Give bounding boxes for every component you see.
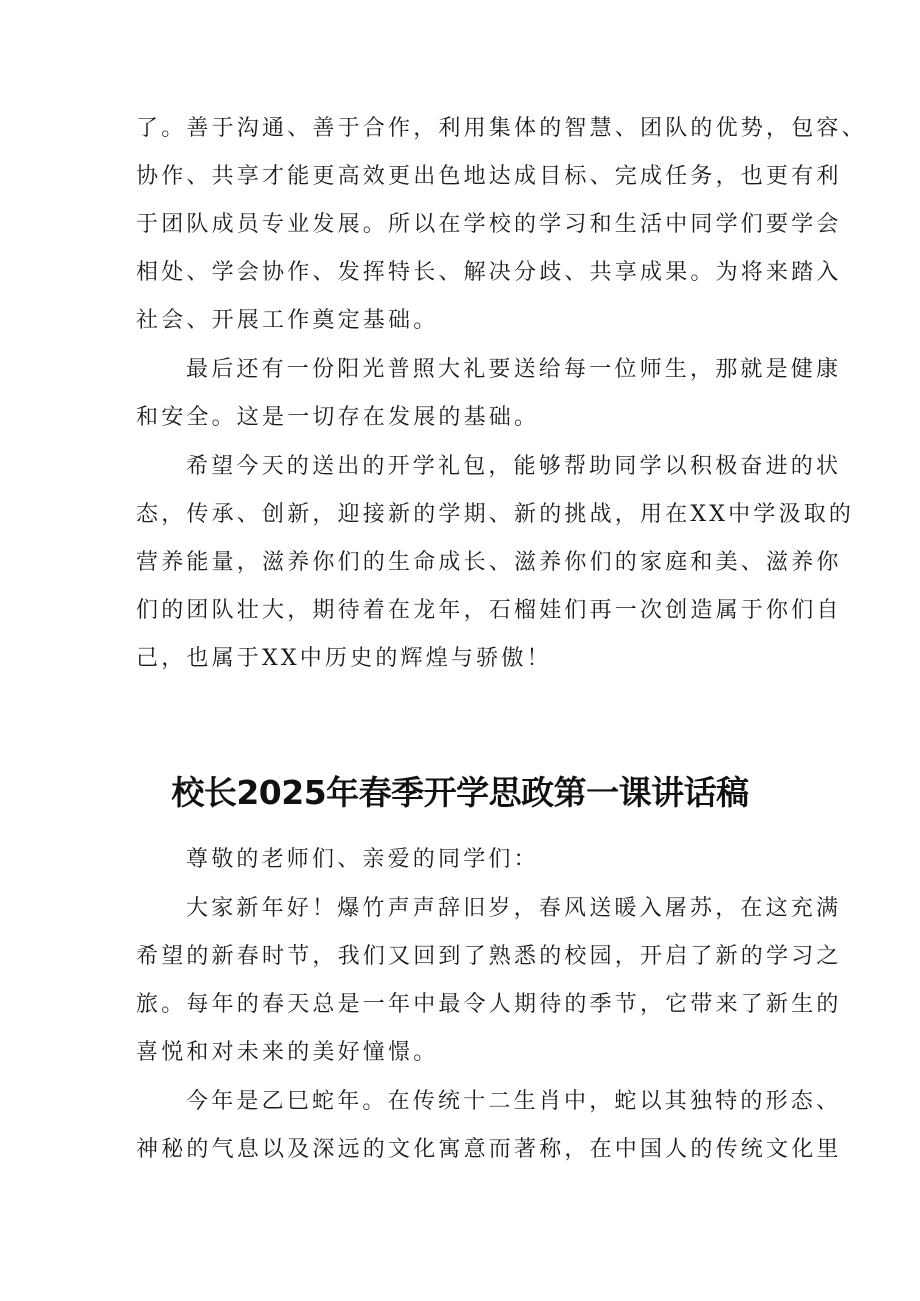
text-line: 今年是乙巳蛇年。在传统十二生肖中，蛇以其独特的形态、 [186, 1089, 842, 1114]
document-title: 校长2025年春季开学思政第一课讲话稿 [171, 773, 749, 813]
paragraph-teamwork [136, 105, 867, 345]
text-line: 希望今天的送出的开学礼包，能够帮助同学以积极奋进的状 [186, 454, 842, 479]
text-line: 大家新年好！爆竹声声辞旧岁，春风送暖入屠苏，在这充满 [186, 896, 842, 921]
text-line: 了。善于沟通、善于合作，利用集体的智慧、团队的优势，包容、 [136, 116, 867, 141]
paragraph-hope [136, 443, 855, 683]
text-line: 态，传承、创新，迎接新的学期、新的挑战，用在XX中学汲取的 [136, 502, 855, 527]
text-line: 于团队成员专业发展。所以在学校的学习和生活中同学们要学会 [136, 212, 842, 237]
paragraph-health-safety [136, 346, 842, 442]
text-line: 喜悦和对未来的美好憧憬。 [136, 1040, 439, 1065]
paragraph-greeting [136, 885, 842, 1077]
text-line: 营养能量，滋养你们的生命成长、滋养你们的家庭和美、滋养你 [136, 550, 842, 575]
text-line: 协作、共享才能更高效更出色地达成目标、完成任务，也更有利 [136, 164, 842, 189]
text-line: 最后还有一份阳光普照大礼要送给每一位师生，那就是健康 [186, 357, 842, 382]
paragraph-salutation [136, 836, 786, 884]
text-line: 己，也属于XX中历史的辉煌与骄傲！ [136, 646, 552, 671]
text-line: 社会、开展工作奠定基础。 [136, 308, 439, 333]
paragraph-snake-year [136, 1078, 842, 1174]
text-line: 相处、学会协作、发挥特长、解决分歧、共享成果。为将来踏入 [136, 260, 842, 285]
text-line: 们的团队壮大，期待着在龙年，石榴娃们再一次创造属于你们自 [136, 598, 842, 623]
text-line: 神秘的气息以及深远的文化寓意而著称，在中国人的传统文化里 [136, 1137, 842, 1162]
text-line: 旅。每年的春天总是一年中最令人期待的季节，它带来了新生的 [136, 992, 842, 1017]
text-line: 和安全。这是一切存在发展的基础。 [136, 405, 540, 430]
text-line: 尊敬的老师们、亲爱的同学们： [186, 847, 539, 872]
text-line: 希望的新春时节，我们又回到了熟悉的校园，开启了新的学习之 [136, 944, 842, 969]
